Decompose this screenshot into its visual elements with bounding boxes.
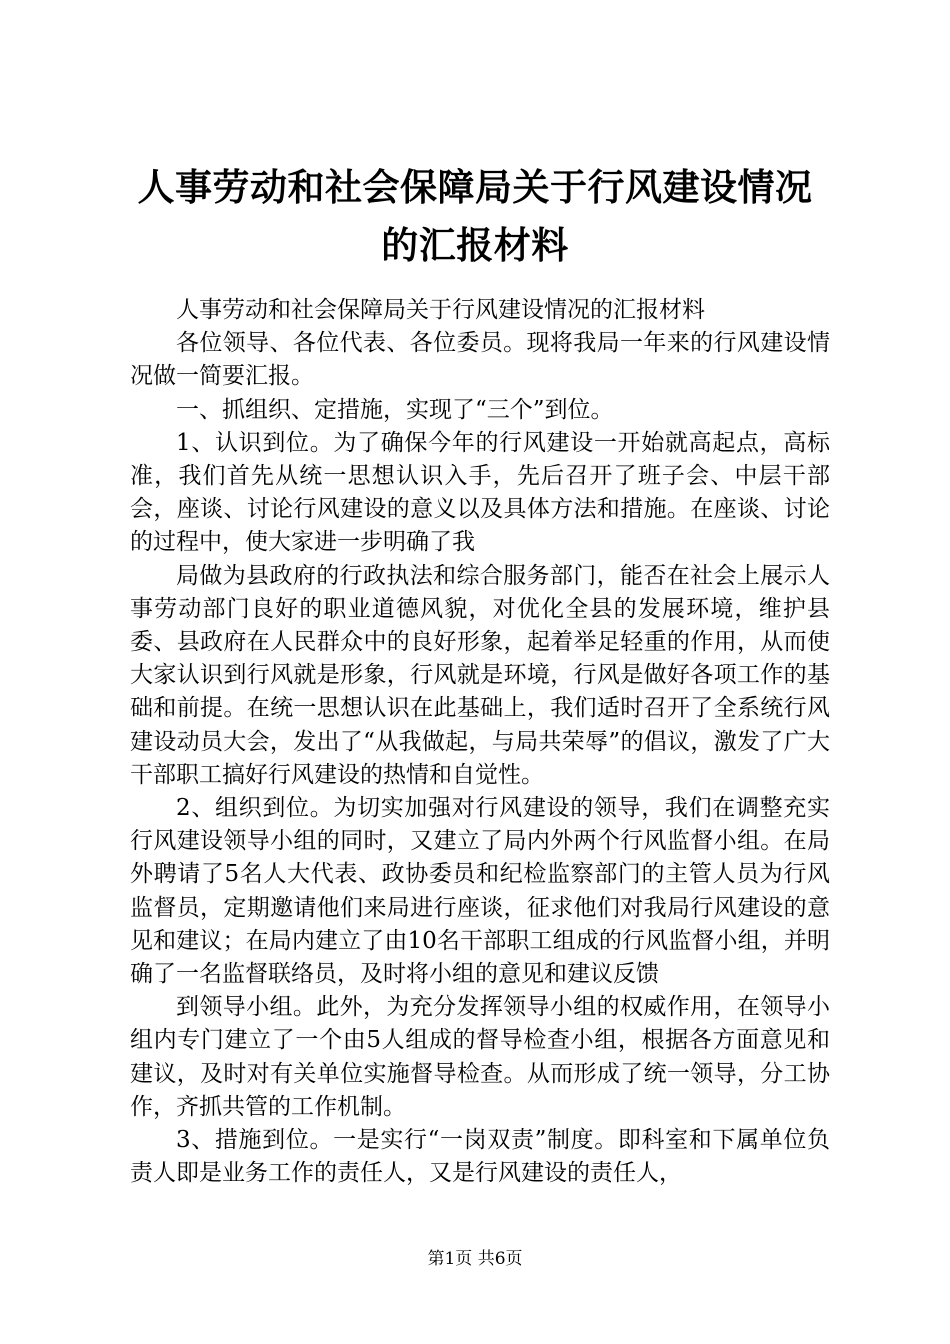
paragraph: 2、组织到位。为切实加强对行风建设的领导，我们在调整充实行风建设领导小组的同时，又建立了局内外两个行风监督小组。在局外聘请了5名人大代表、政协委员和纪检监察部门的主管人员为行风监督员，定期邀请他们来局进行座谈，征求他们对我局行风建设的意见和建议；在局内建立了由10名干部职工组成的行风监督小组，并明确了一名监督联络员，及时将小组的意见和建议反馈 xyxy=(130,795,830,988)
paragraph: 一、抓组织、定措施，实现了“三个”到位。 xyxy=(176,396,614,423)
paragraph: 人事劳动和社会保障局关于行风建设情况的汇报材料 xyxy=(176,297,705,323)
document-body xyxy=(130,294,830,1190)
document-title: 人事劳动和社会保障局关于行风建设情况的汇报材料 xyxy=(137,165,813,267)
page-footer: 第1页 共6页 xyxy=(427,1249,523,1269)
paragraph: 到领导小组。此外，为充分发挥领导小组的权威作用，在领导小组内专门建立了一个由5人组成的督导检查小组，根据各方面意见和建议，及时对有关单位实施督导检查。从而形成了统一领导，分工协作，齐抓共管的工作机制。 xyxy=(130,994,830,1120)
paragraph: 3、措施到位。一是实行“一岗双责”制度。即科室和下属单位负责人即是业务工作的责任人，又是行风建设的责任人， xyxy=(130,1127,830,1187)
paragraph: 各位领导、各位代表、各位委员。现将我局一年来的行风建设情况做一简要汇报。 xyxy=(130,330,830,390)
paragraph: 1、认识到位。为了确保今年的行风建设一开始就高起点，高标准，我们首先从统一思想认识入手，先后召开了班子会、中层干部会，座谈、讨论行风建设的意义以及具体方法和措施。在座谈、讨论的过程中，使大家进一步明确了我 xyxy=(130,429,830,556)
paragraph: 局做为县政府的行政执法和综合服务部门，能否在社会上展示人事劳动部门良好的职业道德风貌，对优化全县的发展环境，维护县委、县政府在人民群众中的良好形象，起着举足轻重的作用，从而使大家认识到行风就是形象，行风就是环境，行风是做好各项工作的基础和前提。在统一思想认识在此基础上，我们适时召开了全系统行风建设动员大会，发出了“从我做起，与局共荣辱”的倡议，激发了广大干部职工搞好行风建设的热情和自觉性。 xyxy=(130,562,830,788)
